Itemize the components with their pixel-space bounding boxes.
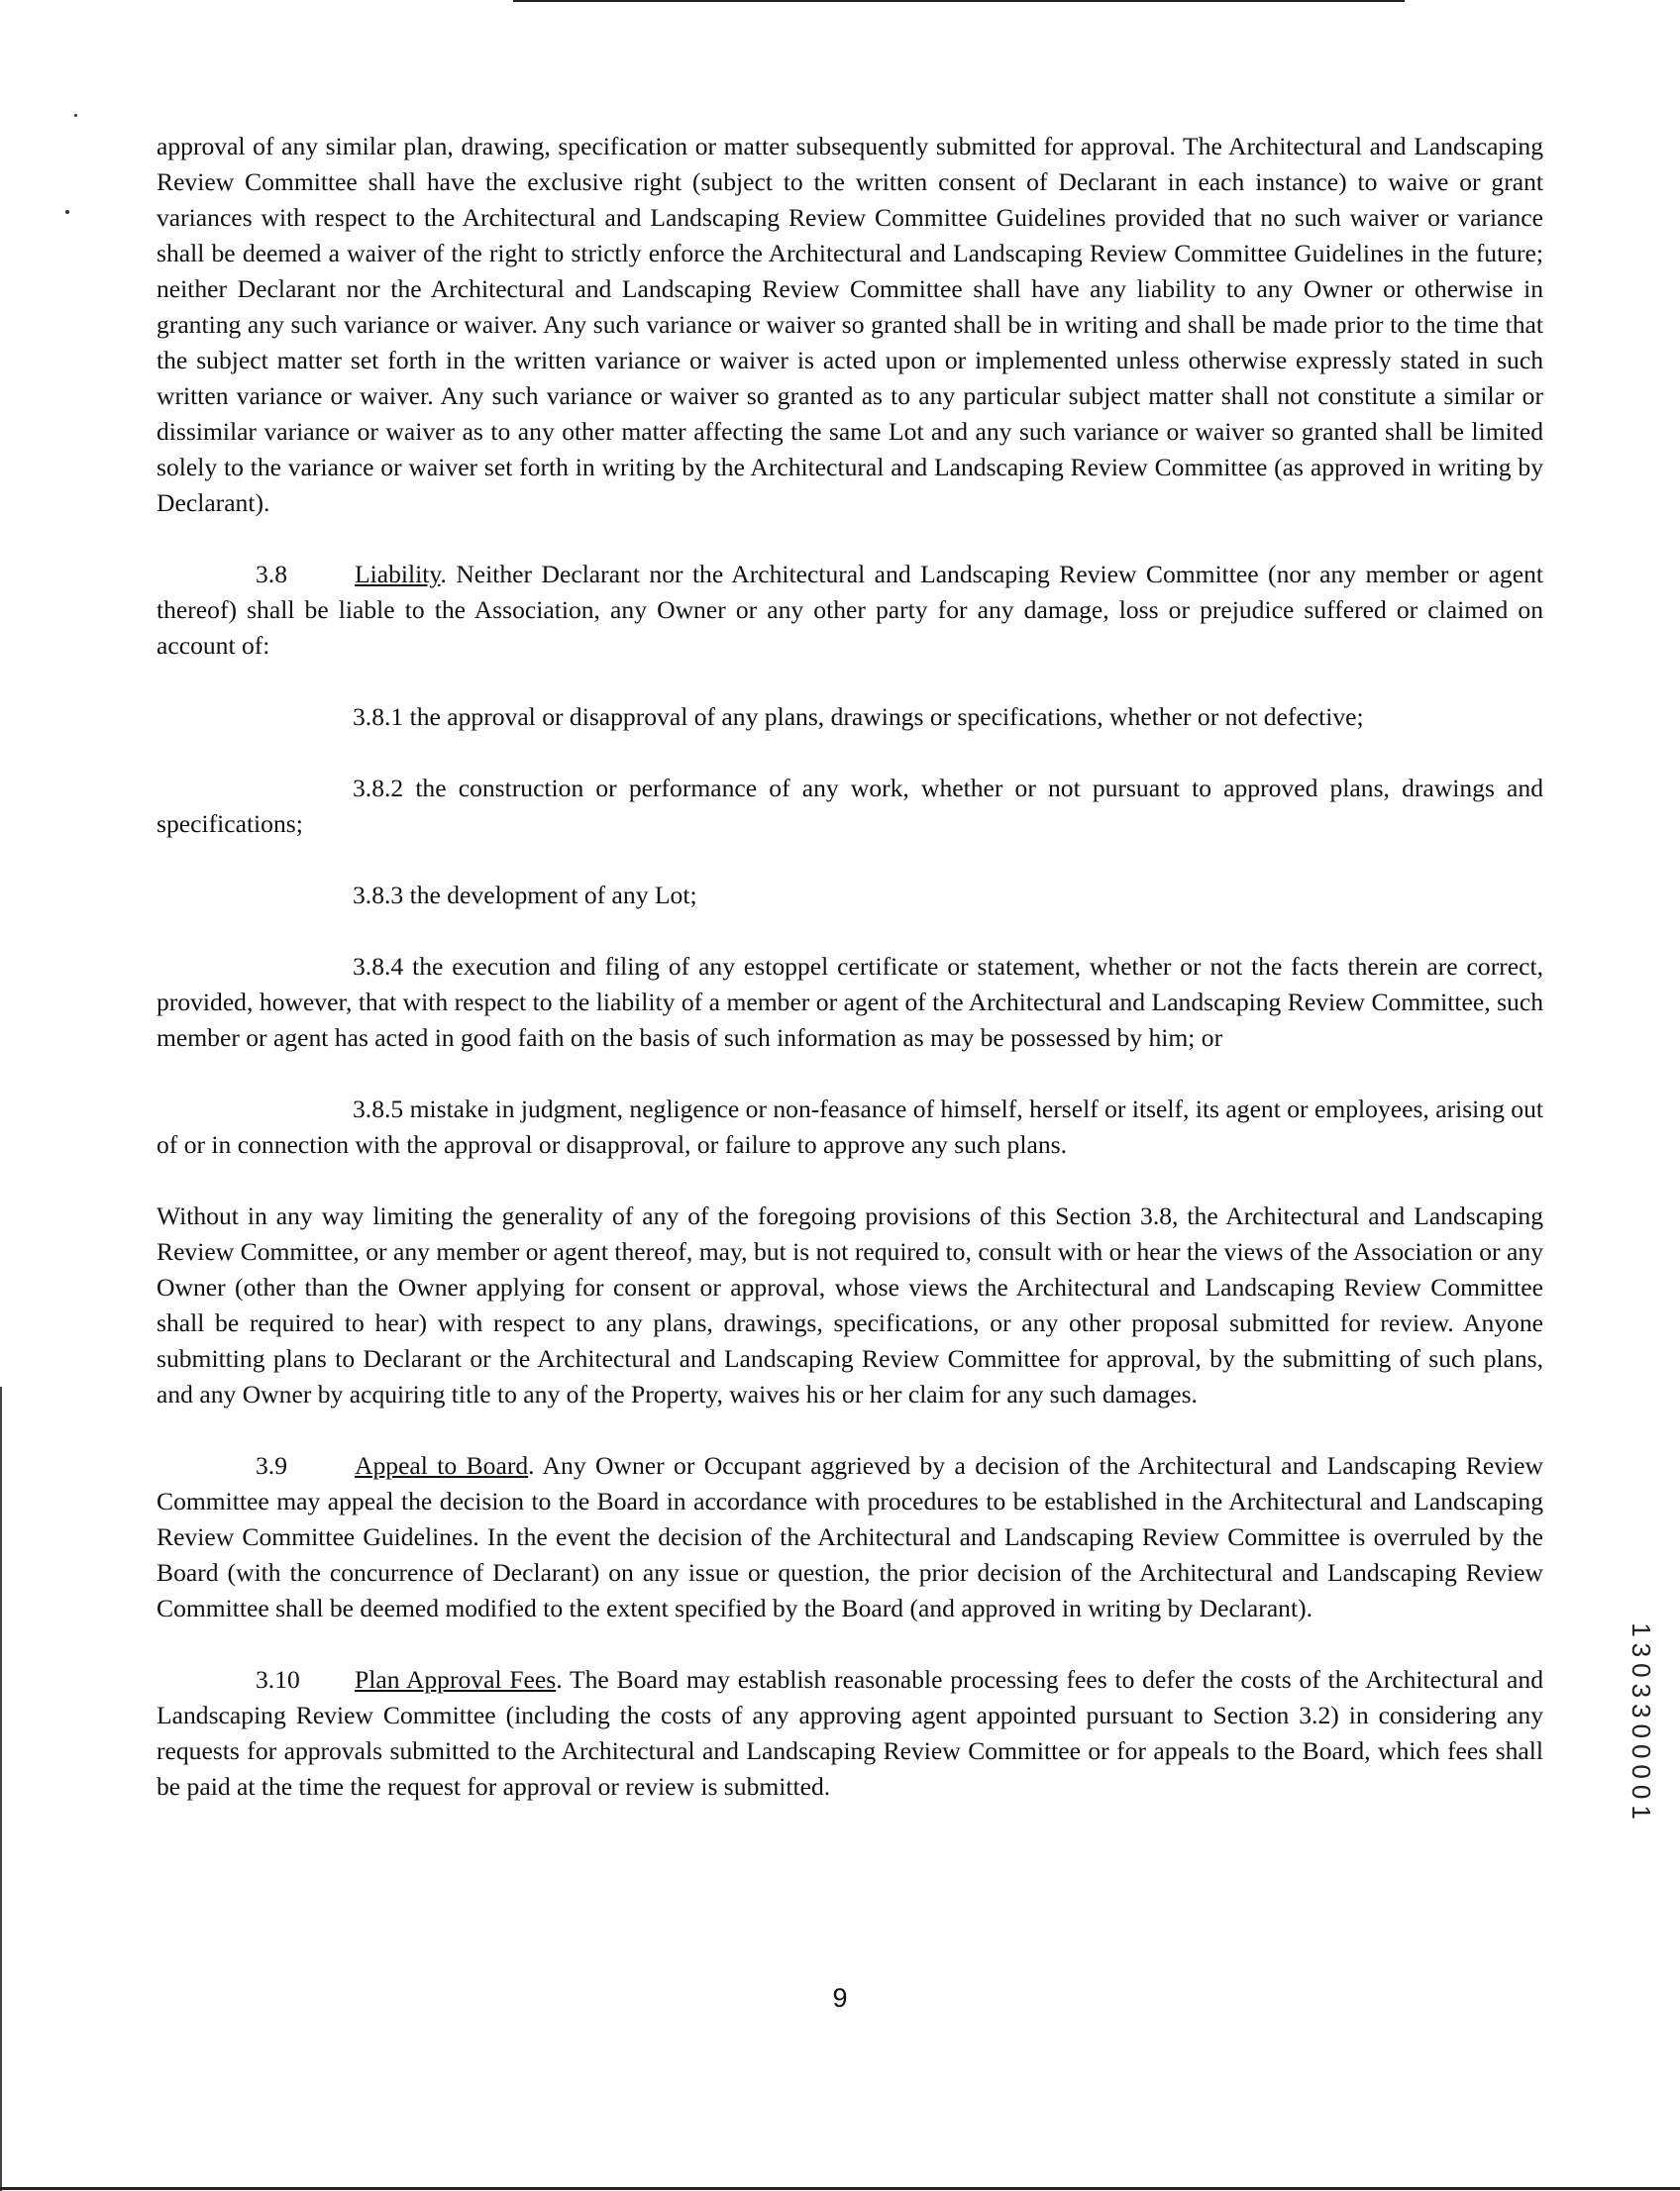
top-border-line [513,0,1405,2]
section-3-9 [157,1448,1543,1626]
paragraph-without-limiting: Without in any way limiting the generality of any of the foregoing provisions of this Section 3.8, the Architectural and Landscaping Review Committee, or any member or agent thereof, may, but is not required to, consult with or hear the views of the Association or any Owner (other than the Owner applying for consent or approval, whose views the Architectural and Landscaping Review Committee shall be required to hear) with respect to any plans, drawings, specifications, or any other proposal submitted for review. Anyone submitting plans to Declarant or the Architectural and Landscaping Review Committee for approval, by the submitting of such plans, and any Owner by acquiring title to any of the Property, waives his or her claim for any such damages. [157,1201,1543,1408]
subsection-3-8-5: 3.8.5 mistake in judgment, negligence or non-feasance of himself, herself or itself, its agent or employees, arising out of or in connection with the approval or disapproval, or failure to approve any such plans. [157,1095,1543,1159]
bottom-border-line [0,2187,1680,2190]
section-body: . Any Owner or Occupant aggrieved by a decision of the Architectural and Landscaping Review Committee may appeal the decision to the Board in accordance with procedures to be established in the Architectural and Landscaping Review Committee Guidelines. In the event the decision of the Architectural and Landscaping Review Committee is overruled by the Board (with the concurrence of Declarant) on any issue or question, the prior decision of the Architectural and Landscaping Review Committee shall be deemed modified to the extent specified by the Board (and approved in writing by Declarant). [157,1451,1543,1622]
section-number: 3.9 [256,1451,287,1480]
recording-stamp [1626,1595,1655,1852]
subsection-3-8-2: 3.8.2 the construction or performance of any work, whether or not pursuant to approved plans, drawings and specifications; [157,774,1543,838]
document-body [157,129,1543,1840]
page-number: 9 [832,1983,848,2013]
section-body: . The Board may establish reasonable processing fees to defer the costs of the Architectural and Landscaping Review Committee (including the costs of any approving agent appointed pursuant to Section 3.2) in considering any requests for approvals submitted to the Architectural and Landscaping Review Committee or for appeals to the Board, which fees shall be paid at the time the request for approval or review is submitted. [157,1665,1543,1801]
scan-speck [74,114,77,117]
paragraph-continuation: approval of any similar plan, drawing, specification or matter subsequently submitted for approval. The Architectural and Landscaping Review Committee shall have the exclusive right (subject to the written consent of Declarant in each instance) to waive or grant variances with respect to the Architectural and Landscaping Review Committee Guidelines provided that no such waiver or variance shall be deemed a waiver of the right to strictly enforce the Architectural and Landscaping Review Committee Guidelines in the future; neither Declarant nor the Architectural and Landscaping Review Committee shall have any liability to any Owner or otherwise in granting any such variance or waiver. Any such variance or waiver so granted shall be in writing and shall be made prior to the time that the subject matter set forth in the written variance or waiver is acted upon or implemented unless otherwise expressly stated in such written variance or waiver. Any such variance or waiver so granted as to any particular subject matter shall not constitute a similar or dissimilar variance or waiver as to any other matter affecting the same Lot and any such variance or waiver so granted shall be limited solely to the variance or waiver set forth in writing by the Architectural and Landscaping Review Committee (as approved in writing by Declarant). [157,132,1543,517]
subsection-3-8-1: 3.8.1 the approval or disapproval of any plans, drawings or specifications, whether or not defective; [353,702,1364,731]
section-number: 3.8 [256,560,287,588]
section-3-10 [157,1662,1543,1805]
scan-speck [65,210,69,214]
left-edge-line [0,1387,2,2191]
section-title: Liability [355,560,441,588]
section-title: Appeal to Board [355,1451,529,1480]
subsection-3-8-4: 3.8.4 the execution and filing of any estoppel certificate or statement, whether or not the facts therein are correct, provided, however, that with respect to the liability of a member or agent of the Architectural and Landscaping Review Committee, such member or agent has acted in good faith on the basis of such information as may be possessed by him; or [157,952,1543,1052]
section-body: . Neither Declarant nor the Architectural and Landscaping Review Committee (nor any member or agent thereof) shall be liable to the Association, any Owner or any other party for any damage, loss or prejudice suffered or claimed on account of: [157,560,1543,660]
stamp-number: 1303300001 [1626,1621,1656,1826]
subsection-3-8-3: 3.8.3 the development of any Lot; [353,881,697,909]
section-3-8 [157,557,1543,664]
section-title: Plan Approval Fees [355,1665,557,1694]
section-number: 3.10 [256,1665,300,1694]
